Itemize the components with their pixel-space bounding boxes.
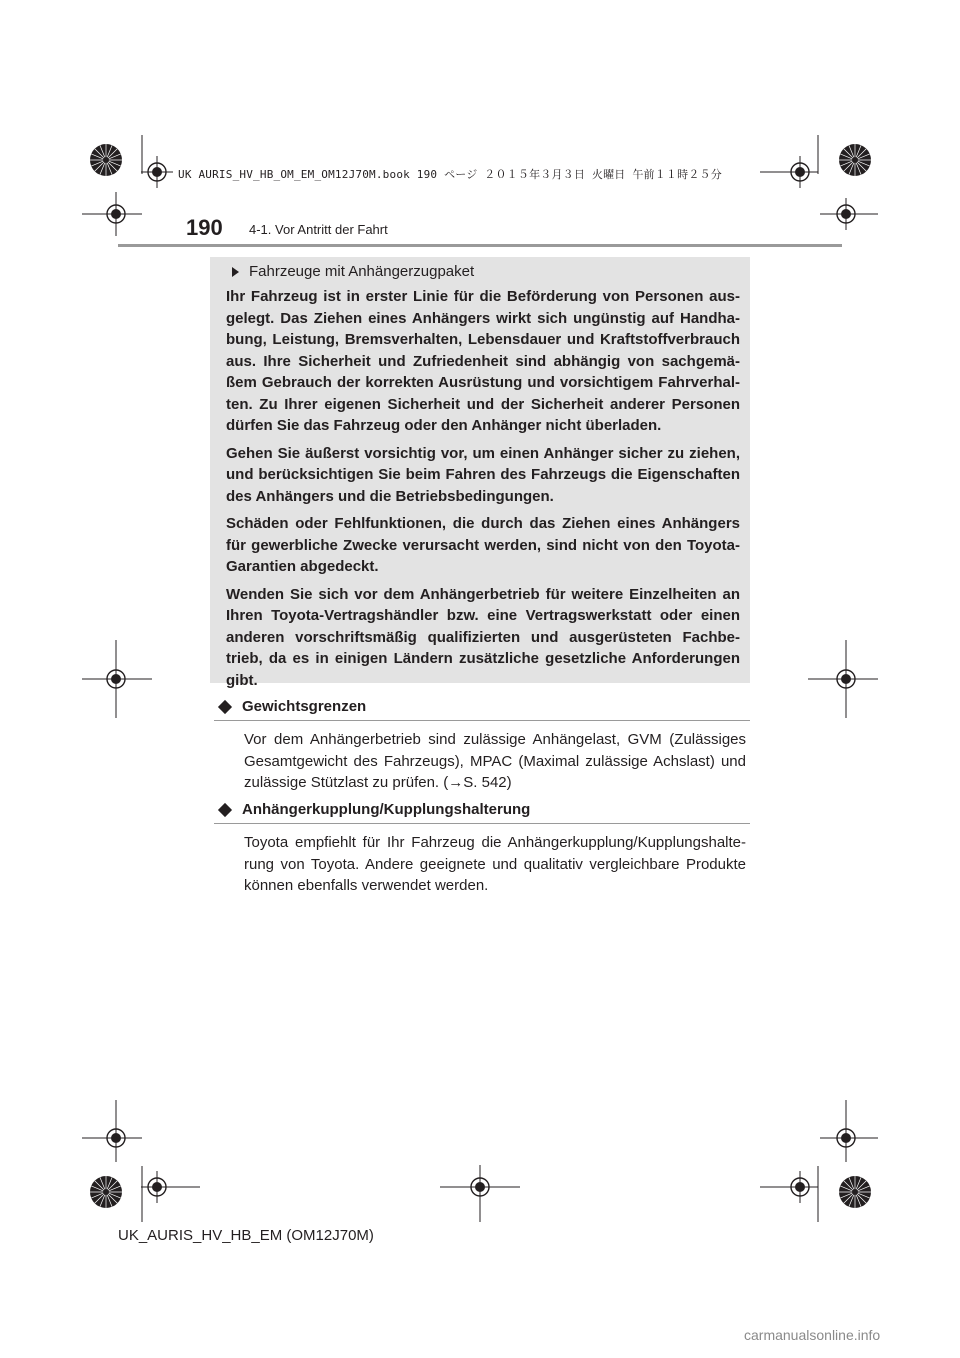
section-title: 4-1. Vor Antritt der Fahrt xyxy=(249,222,388,237)
info-paragraph: Schäden oder Fehlfunktionen, die durch das Ziehen eines Anhängers für gewerbliche Zwecke verursacht werden, sind nicht von den Toyota-Garantien abgedeckt. xyxy=(226,515,740,575)
section-body-text: Vor dem Anhängerbetrieb sind zulässige Anhängelast, GVM (Zulässiges Gesamtgewicht des Fahrzeugs), MPAC (Maximal zulässige Achslast) und zulässige Stützlast zu prüfen. (→S. 542) xyxy=(244,731,746,791)
section-heading-weight-limits xyxy=(214,698,750,721)
towing-info-box xyxy=(210,257,750,689)
section-heading-text: Anhängerkupplung/Kupplungshalterung xyxy=(242,801,531,818)
diamond-bullet-icon xyxy=(218,699,232,713)
page-number: 190 xyxy=(186,215,223,240)
info-paragraph: Gehen Sie äußerst vorsichtig vor, um einen Anhänger sicher zu ziehen, und berücksichtigen Sie beim Fahren des Fahrzeugs die Eigenschaften des Anhängers und die Betriebsbedingungen. xyxy=(226,444,740,505)
triangle-bullet-icon xyxy=(232,267,239,277)
watermark: carmanualsonline.info xyxy=(744,1327,881,1343)
section-body-text: Toyota empfiehlt für Ihr Fahrzeug die Anhängerkupplung/Kupplungshalte-rung von Toyota. Andere geeignete und qualitativ vergleichbare Produkte können ebenfalls verwendet werden. xyxy=(244,834,746,894)
section-heading-text: Gewichtsgrenzen xyxy=(242,698,367,715)
info-paragraph: Wenden Sie sich vor dem Anhängerbetrieb für weitere Einzelheiten an Ihren Toyota-Vertragshändler bzw. eine Vertragswerkstatt oder einen anderen vorschriftsmäßig qualifizierten und ausgerüsteten Fachbe-trieb, da es in einigen Ländern zusätzliche gesetzliche Anforderungen gibt. xyxy=(226,585,740,689)
section-heading-hitch xyxy=(214,801,750,824)
manual-id: UK_AURIS_HV_HB_EM (OM12J70M) xyxy=(118,1227,374,1244)
diamond-bullet-icon xyxy=(218,802,232,816)
header-rule xyxy=(118,244,842,247)
info-paragraph: Ihr Fahrzeug ist in erster Linie für die Beförderung von Personen aus-gelegt. Das Ziehen eines Anhängers wirkt sich ungünstig auf Handha-bung, Leistung, Bremsverhalten, Lebensdauer und Kraftstoffverbrauch aus. Ihre Sicherheit und Zufriedenheit sind abhängig von sachgemä-ßem Gebrauch der korrekten Ausrüstung und vorsichtigem Fahrverhal-ten. Zu Ihrer eigenen Sicherheit und der Sicherheit anderer Personen dürfen Sie das Fahrzeug oder den Anhänger nicht überladen. xyxy=(226,288,740,434)
print-info-line: UK AURIS_HV_HB_OM_EM_OM12J70M.book 190 ページ ２０１５年３月３日 火曜日 午前１１時２５分 xyxy=(178,168,722,181)
info-box-label xyxy=(226,260,740,284)
info-box-label-text: Fahrzeuge mit Anhängerzugpaket xyxy=(249,263,475,280)
